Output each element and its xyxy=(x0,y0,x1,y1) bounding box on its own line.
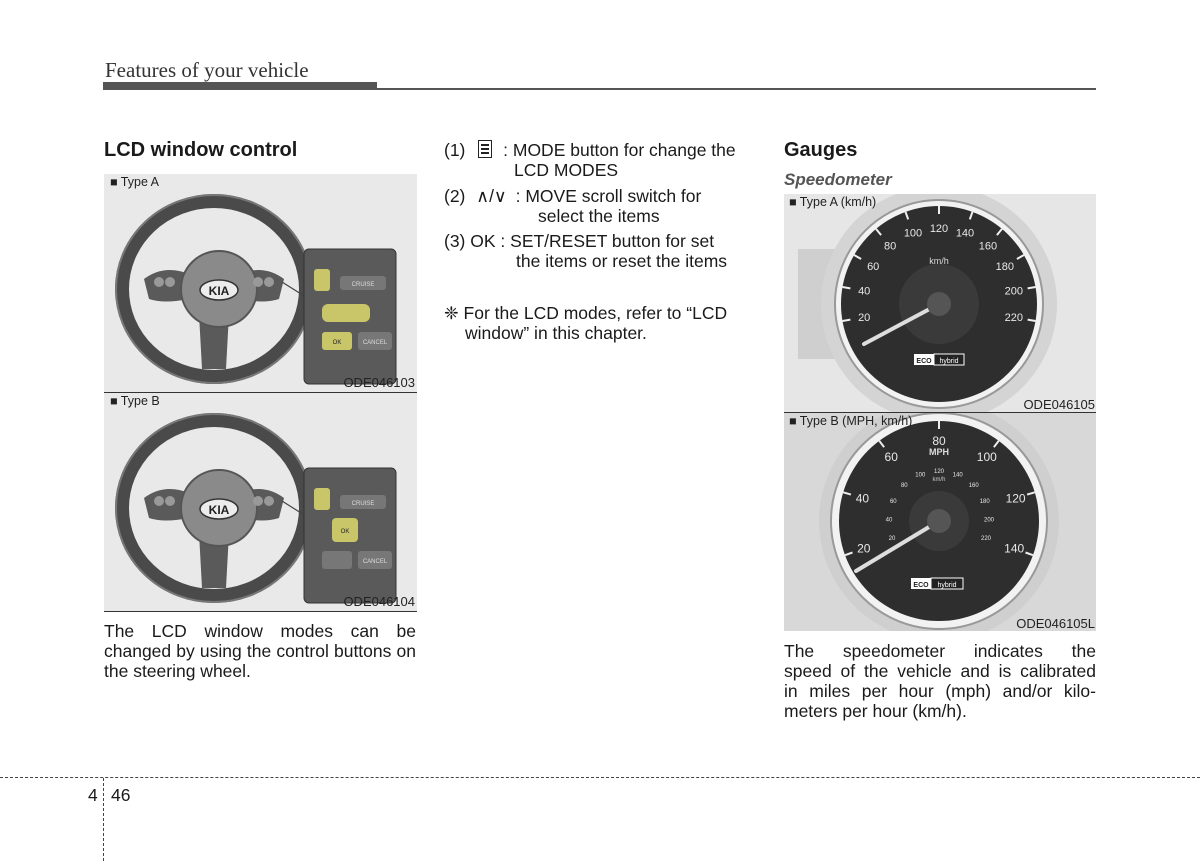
item-line2: select the items xyxy=(538,206,660,226)
gauge-b-label-140: 140 xyxy=(1004,541,1025,556)
gauge-b-unit: MPH xyxy=(929,447,949,457)
gauge-a-label-100: 100 xyxy=(903,227,923,240)
gauge-b-inner-label-80: 80 xyxy=(900,483,908,490)
section-heading-gauges: Gauges xyxy=(784,139,858,161)
hybrid-badge-text: hybrid xyxy=(939,358,959,365)
gauge-a-label-120: 120 xyxy=(929,222,949,235)
ok-button-label: OK xyxy=(340,529,350,535)
gauge-b-label-60: 60 xyxy=(884,450,898,464)
gauge-b-inner-label-180: 180 xyxy=(979,498,990,505)
cancel-button-label: CANCEL xyxy=(362,559,388,565)
gauge-a-label-160: 160 xyxy=(978,240,998,253)
item-number: (3) OK xyxy=(444,231,496,251)
figure-label: ■ Type B xyxy=(110,394,160,408)
item-line2: the items or reset the items xyxy=(516,251,728,271)
cruise-button-label: CRUISE xyxy=(351,501,375,507)
figure-code: ODE046105L xyxy=(1016,616,1095,631)
up-down-arrow-icon: ∧/∨ xyxy=(476,186,507,206)
item-line1: : MOVE scroll switch for xyxy=(515,186,702,206)
item-line1: : MODE button for change the xyxy=(503,140,736,160)
gauge-b-label-100: 100 xyxy=(976,450,997,464)
gauge-a-unit: km/h xyxy=(929,256,949,266)
gauge-a-label-40: 40 xyxy=(858,285,871,298)
gauge-b-inner-label-20: 20 xyxy=(888,536,896,543)
cruise-button-label: CRUISE xyxy=(351,282,375,288)
lcd-paragraph: The LCD window modes can be changed by using the control buttons on the steering wheel. xyxy=(104,621,416,681)
item-line1: : SET/RESET button for set xyxy=(500,231,715,251)
gauge-b-inner-label-40: 40 xyxy=(885,517,893,524)
figure-type-a xyxy=(104,174,417,392)
gauge-a-tick-40 xyxy=(843,287,851,288)
gauge-b-label-20: 20 xyxy=(857,541,871,556)
list-item-ok xyxy=(444,231,758,271)
gauge-a-label-20: 20 xyxy=(858,312,871,324)
paragraph-line: The speedometer indicates the xyxy=(784,641,1096,661)
figure-gauge-a xyxy=(784,194,1096,412)
eco-badge-text: ECO xyxy=(916,358,932,365)
header-rule xyxy=(377,88,1096,90)
speedometer-gauge-b xyxy=(784,413,1096,631)
gauge-a-label-60: 60 xyxy=(867,260,880,273)
gauge-a-label-200: 200 xyxy=(1004,285,1023,298)
note-line2: window” in this chapter. xyxy=(465,323,647,343)
cancel-button-label: CANCEL xyxy=(362,340,388,346)
figure-divider xyxy=(104,611,417,612)
steering-wheel-illustration-b xyxy=(104,393,417,611)
hybrid-badge-text: hybrid xyxy=(937,582,957,589)
figure-code: ODE046105 xyxy=(1023,397,1095,412)
gauge-b-inner-label-100: 100 xyxy=(915,472,926,479)
paragraph-line: speed of the vehicle and is calibrated xyxy=(784,661,1096,681)
speedometer-paragraph xyxy=(784,641,1096,721)
figure-label: ■ Type A (km/h) xyxy=(789,195,877,209)
eco-badge-text: ECO xyxy=(913,582,929,589)
gauge-a-tick-200 xyxy=(1028,287,1036,288)
figure-gauge-b xyxy=(784,413,1096,631)
list-item-mode xyxy=(444,140,758,180)
kia-logo: KIA xyxy=(208,503,230,517)
gauge-a-label-80: 80 xyxy=(883,240,897,253)
mode-icon xyxy=(478,140,492,158)
subheading-speedometer: Speedometer xyxy=(784,170,892,189)
gauge-a-label-220: 220 xyxy=(1004,312,1023,324)
note-line1: For the LCD modes, refer to “LCD xyxy=(463,303,728,323)
gauge-b-inner-label-140: 140 xyxy=(952,472,963,479)
gauge-b-inner-label-160: 160 xyxy=(968,483,979,490)
gauge-a-label-180: 180 xyxy=(995,260,1014,273)
figure-type-b xyxy=(104,393,417,611)
gauge-a-label-140: 140 xyxy=(955,227,975,240)
gauge-a-tick-220 xyxy=(1028,320,1036,321)
running-header: Features of your vehicle xyxy=(105,58,309,82)
item-number: (2) xyxy=(444,186,466,206)
gauge-b-inner-label-60: 60 xyxy=(889,498,897,505)
paragraph-line: in miles per hour (mph) and/or kilo- xyxy=(784,681,1096,701)
item-number: (1) xyxy=(444,140,466,160)
steering-wheel-illustration-a xyxy=(104,174,417,392)
gauge-b-inner-label-200: 200 xyxy=(983,517,995,524)
chapter-number: 4 xyxy=(88,785,98,805)
gauge-b-inner-label-120: 120 xyxy=(933,469,945,476)
gauge-b-label-120: 120 xyxy=(1005,491,1026,506)
gauge-b-label-80: 80 xyxy=(932,434,946,449)
speedometer-gauge-a xyxy=(784,194,1096,412)
item-line2: LCD MODES xyxy=(514,160,619,180)
footer-rule xyxy=(0,777,1200,778)
paragraph-line: meters per hour (km/h). xyxy=(784,701,967,721)
note-mark-icon: ❈ xyxy=(444,303,459,323)
figure-label: ■ Type B (MPH, km/h) xyxy=(789,414,913,428)
ok-button-label: OK xyxy=(332,340,342,346)
figure-label: ■ Type A xyxy=(110,175,160,189)
gauge-a-tick-20 xyxy=(843,320,851,321)
gauge-b-inner-unit: km/h xyxy=(932,477,946,483)
list-item-move xyxy=(444,186,758,226)
gauge-b-inner-label-220: 220 xyxy=(980,536,992,543)
footer-divider xyxy=(103,778,104,861)
section-heading-lcd: LCD window control xyxy=(104,139,298,161)
figure-code: ODE046104 xyxy=(343,594,415,609)
page-number: 46 xyxy=(111,785,131,805)
kia-logo: KIA xyxy=(208,284,230,298)
header-accent-bar xyxy=(103,82,377,90)
gauge-b-label-40: 40 xyxy=(855,491,870,506)
lcd-modes-note xyxy=(444,303,758,343)
figure-code: ODE046103 xyxy=(343,375,415,390)
